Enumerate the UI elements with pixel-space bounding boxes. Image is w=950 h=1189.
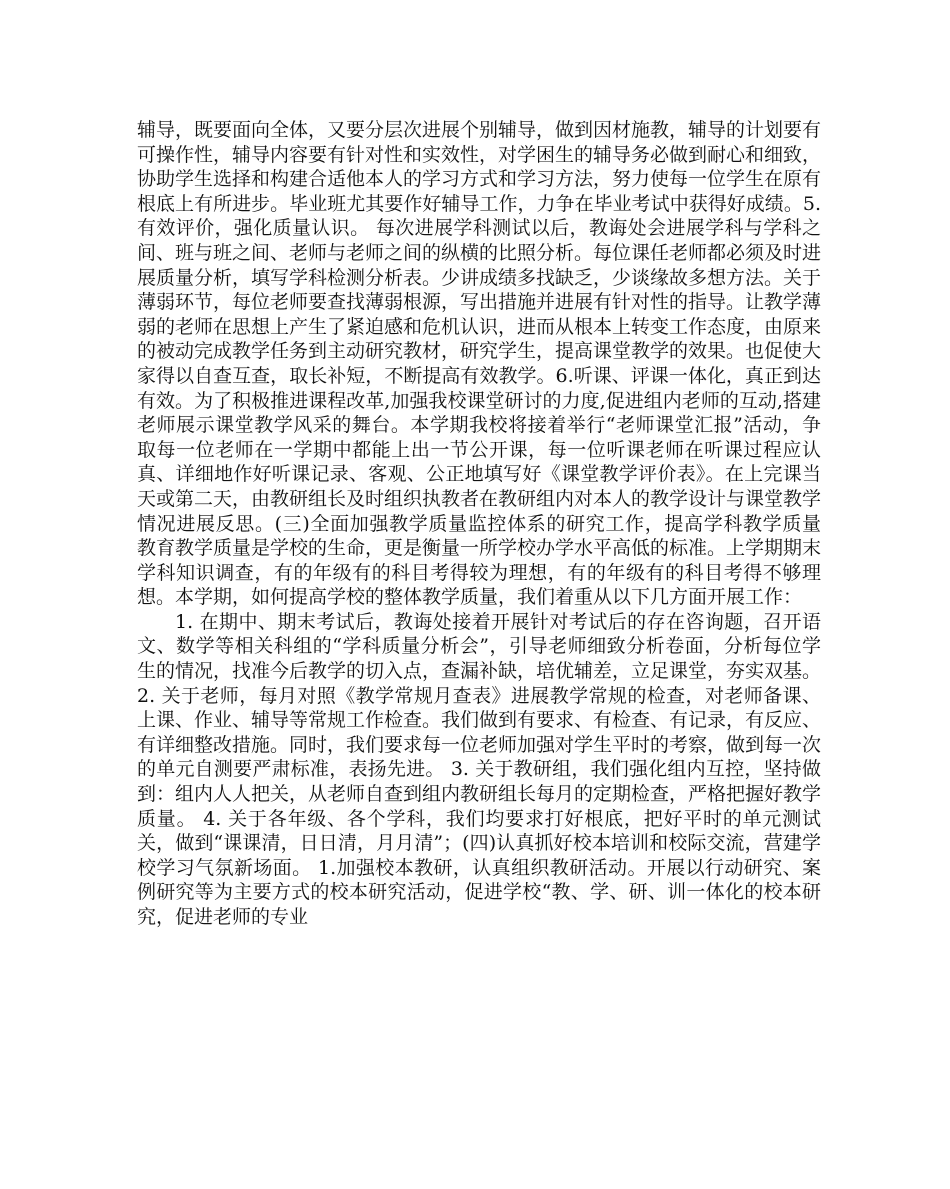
paragraph-2: 1. 在期中、期末考试后，教诲处接着开展针对考试后的存在咨询题，召开语文、数学等相关科组的“学科质量分析会”，引导老师细致分析卷面，分析每位学生的情况，找准今后教学的切入点，查漏补缺，培优辅差，立足课堂，夯实双基。 2. 关于老师，每月对照《教学常规月查表》进展教学常规的检查，对老师备课、上课、作业、辅导等常规工作检查。我们做到有要求、有检查、有记录，有反应、有详细整改措施。同时，我们要求每一位老师加强对学生平时的考察，做到每一次的单元自测要严肃标准，表扬先进。 3. 关于教研组，我们强化组内互控，坚持做到：组内人人把关，从老师自查到组内教研组长每月的定期检查，严格把握好教学质量。 4. 关于各年级、各个学科，我们均要求打好根底，把好平时的单元测试关，做到“课课清，日日清，月月清”；(四)认真抓好校本培训和校际交流，营建学校学习气氛新场面。 1.加强校本教研，认真组织教研活动。开展以行动研究、案例研究等为主要方式的校本研究活动，促进学校“教、学、研、训一体化的校本研究，促进老师的专业 (137, 610, 822, 928)
body-text (137, 118, 821, 930)
paragraph-1: 辅导，既要面向全体，又要分层次进展个别辅导，做到因材施教，辅导的计划要有可操作性，辅导内容要有针对性和实效性，对学困生的辅导务必做到耐心和细致，协助学生选择和构建合适他本人的学习方式和学习方法，努力使每一位学生在原有根底上有所进步。毕业班尤其要作好辅导工作，力争在毕业考试中获得好成绩。5.有效评价，强化质量认识。 每次进展学科测试以后，教诲处会进展学科与学科之间、班与班之间、老师与老师之间的纵横的比照分析。每位课任老师都必须及时进展质量分析，填写学科检测分析表。少讲成绩多找缺乏，少谈缘故多想方法。关于薄弱环节，每位老师要查找薄弱根源，写出措施并进展有针对性的指导。让教学薄弱的老师在思想上产生了紧迫感和危机认识，进而从根本上转变工作态度，由原来的被动完成教学任务到主动研究教材，研究学生，提高课堂教学的效果。也促使大家得以自查互查，取长补短，不断提高有效教学。6.听课、评课一体化，真正到达有效。为了积极推进课程改革,加强我校课堂研讨的力度,促进组内老师的互动,搭建老师展示课堂教学风采的舞台。本学期我校将接着举行“老师课堂汇报”活动，争取每一位老师在一学期中都能上出一节公开课，每一位听课老师在听课过程应认真、详细地作好听课记录、客观、公正地填写好《课堂教学评价表》。在上完课当天或第二天，由教研组长及时组织执教者在教研组内对本人的教学设计与课堂教学情况进展反思。(三)全面加强教学质量监控体系的研究工作，提高学科教学质量 教育教学质量是学校的生命，更是衡量一所学校办学水平高低的标准。上学期期末学科知识调查，有的年级有的科目考得较为理想，有的年级有的科目考得不够理想。本学期，如何提高学校的整体教学质量，我们着重从以下几方面开展工作： (137, 119, 822, 609)
